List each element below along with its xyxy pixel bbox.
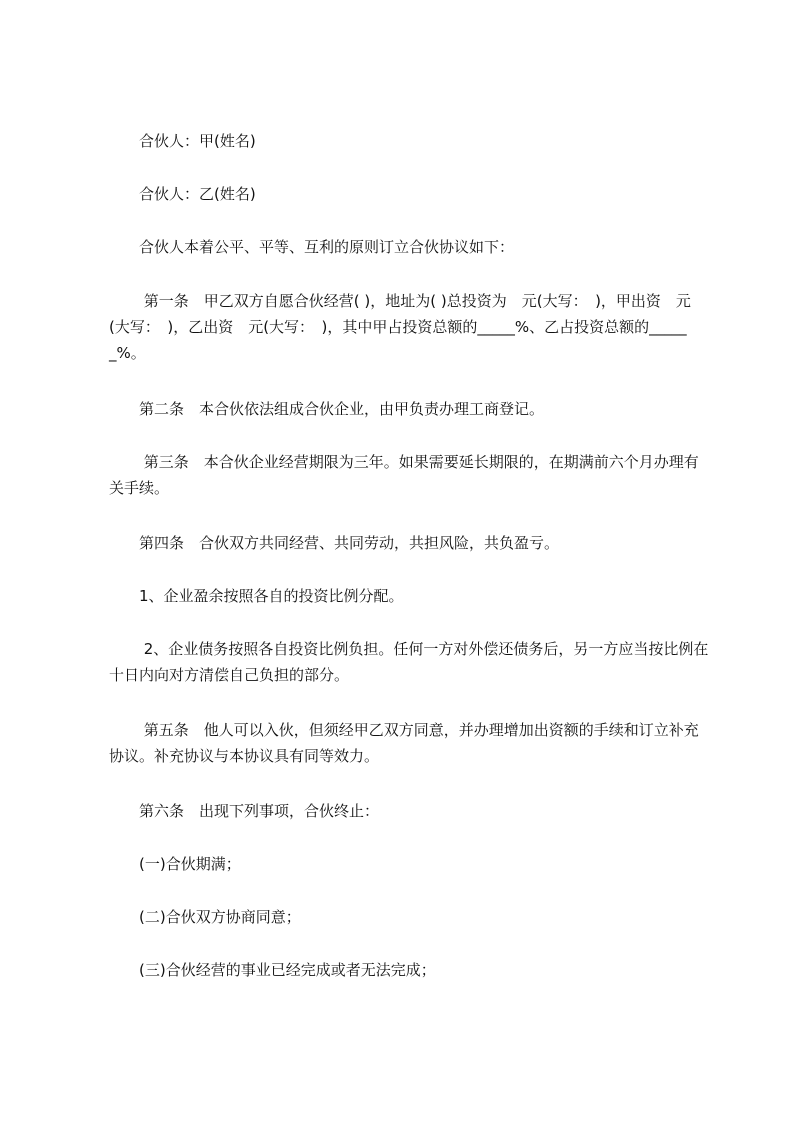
article-6-paragraph: 第六条 出现下列事项，合伙终止： xyxy=(109,802,380,820)
clause-4-2-paragraph: 2、企业债务按照各自投资比例负担。任何一方对外偿还债务后，另一方应当按比例在十日内向对方清偿自己负担的部分。 xyxy=(109,640,709,684)
intro-paragraph: 合伙人本着公平、平等、互利的原则订立合伙协议如下： xyxy=(109,238,515,256)
termination-item-2: (二)合伙双方协商同意； xyxy=(109,908,301,926)
article-5-paragraph: 第五条 他人可以入伙，但须经甲乙双方同意，并办理增加出资额的手续和订立补充协议。补充协议与本协议具有同等效力。 xyxy=(109,721,699,765)
article-2-paragraph: 第二条 本合伙依法组成合伙企业，由甲负责办理工商登记。 xyxy=(109,400,545,418)
termination-item-3: (三)合伙经营的事业已经完成或者无法完成； xyxy=(109,961,436,979)
partner-a-line: 合伙人：甲(姓名) xyxy=(109,132,256,150)
termination-item-1: (一)合伙期满； xyxy=(109,855,241,873)
clause-4-1-paragraph: 1、企业盈余按照各自的投资比例分配。 xyxy=(109,587,404,605)
article-1-paragraph: 第一条 甲乙双方自愿合伙经营( )，地址为( )总投资为 元(大写： )，甲出资 元(大写： )，乙出资 元(大写： )，其中甲占投资总额的_____%、乙占投资总额的______%。 xyxy=(109,292,691,362)
partner-b-line: 合伙人：乙(姓名) xyxy=(109,185,256,203)
article-3-paragraph: 第三条 本合伙企业经营期限为三年。如果需要延长期限的，在期满前六个月办理有关手续。 xyxy=(109,453,699,497)
article-4-paragraph: 第四条 合伙双方共同经营、共同劳动，共担风险，共负盈亏。 xyxy=(109,534,560,552)
